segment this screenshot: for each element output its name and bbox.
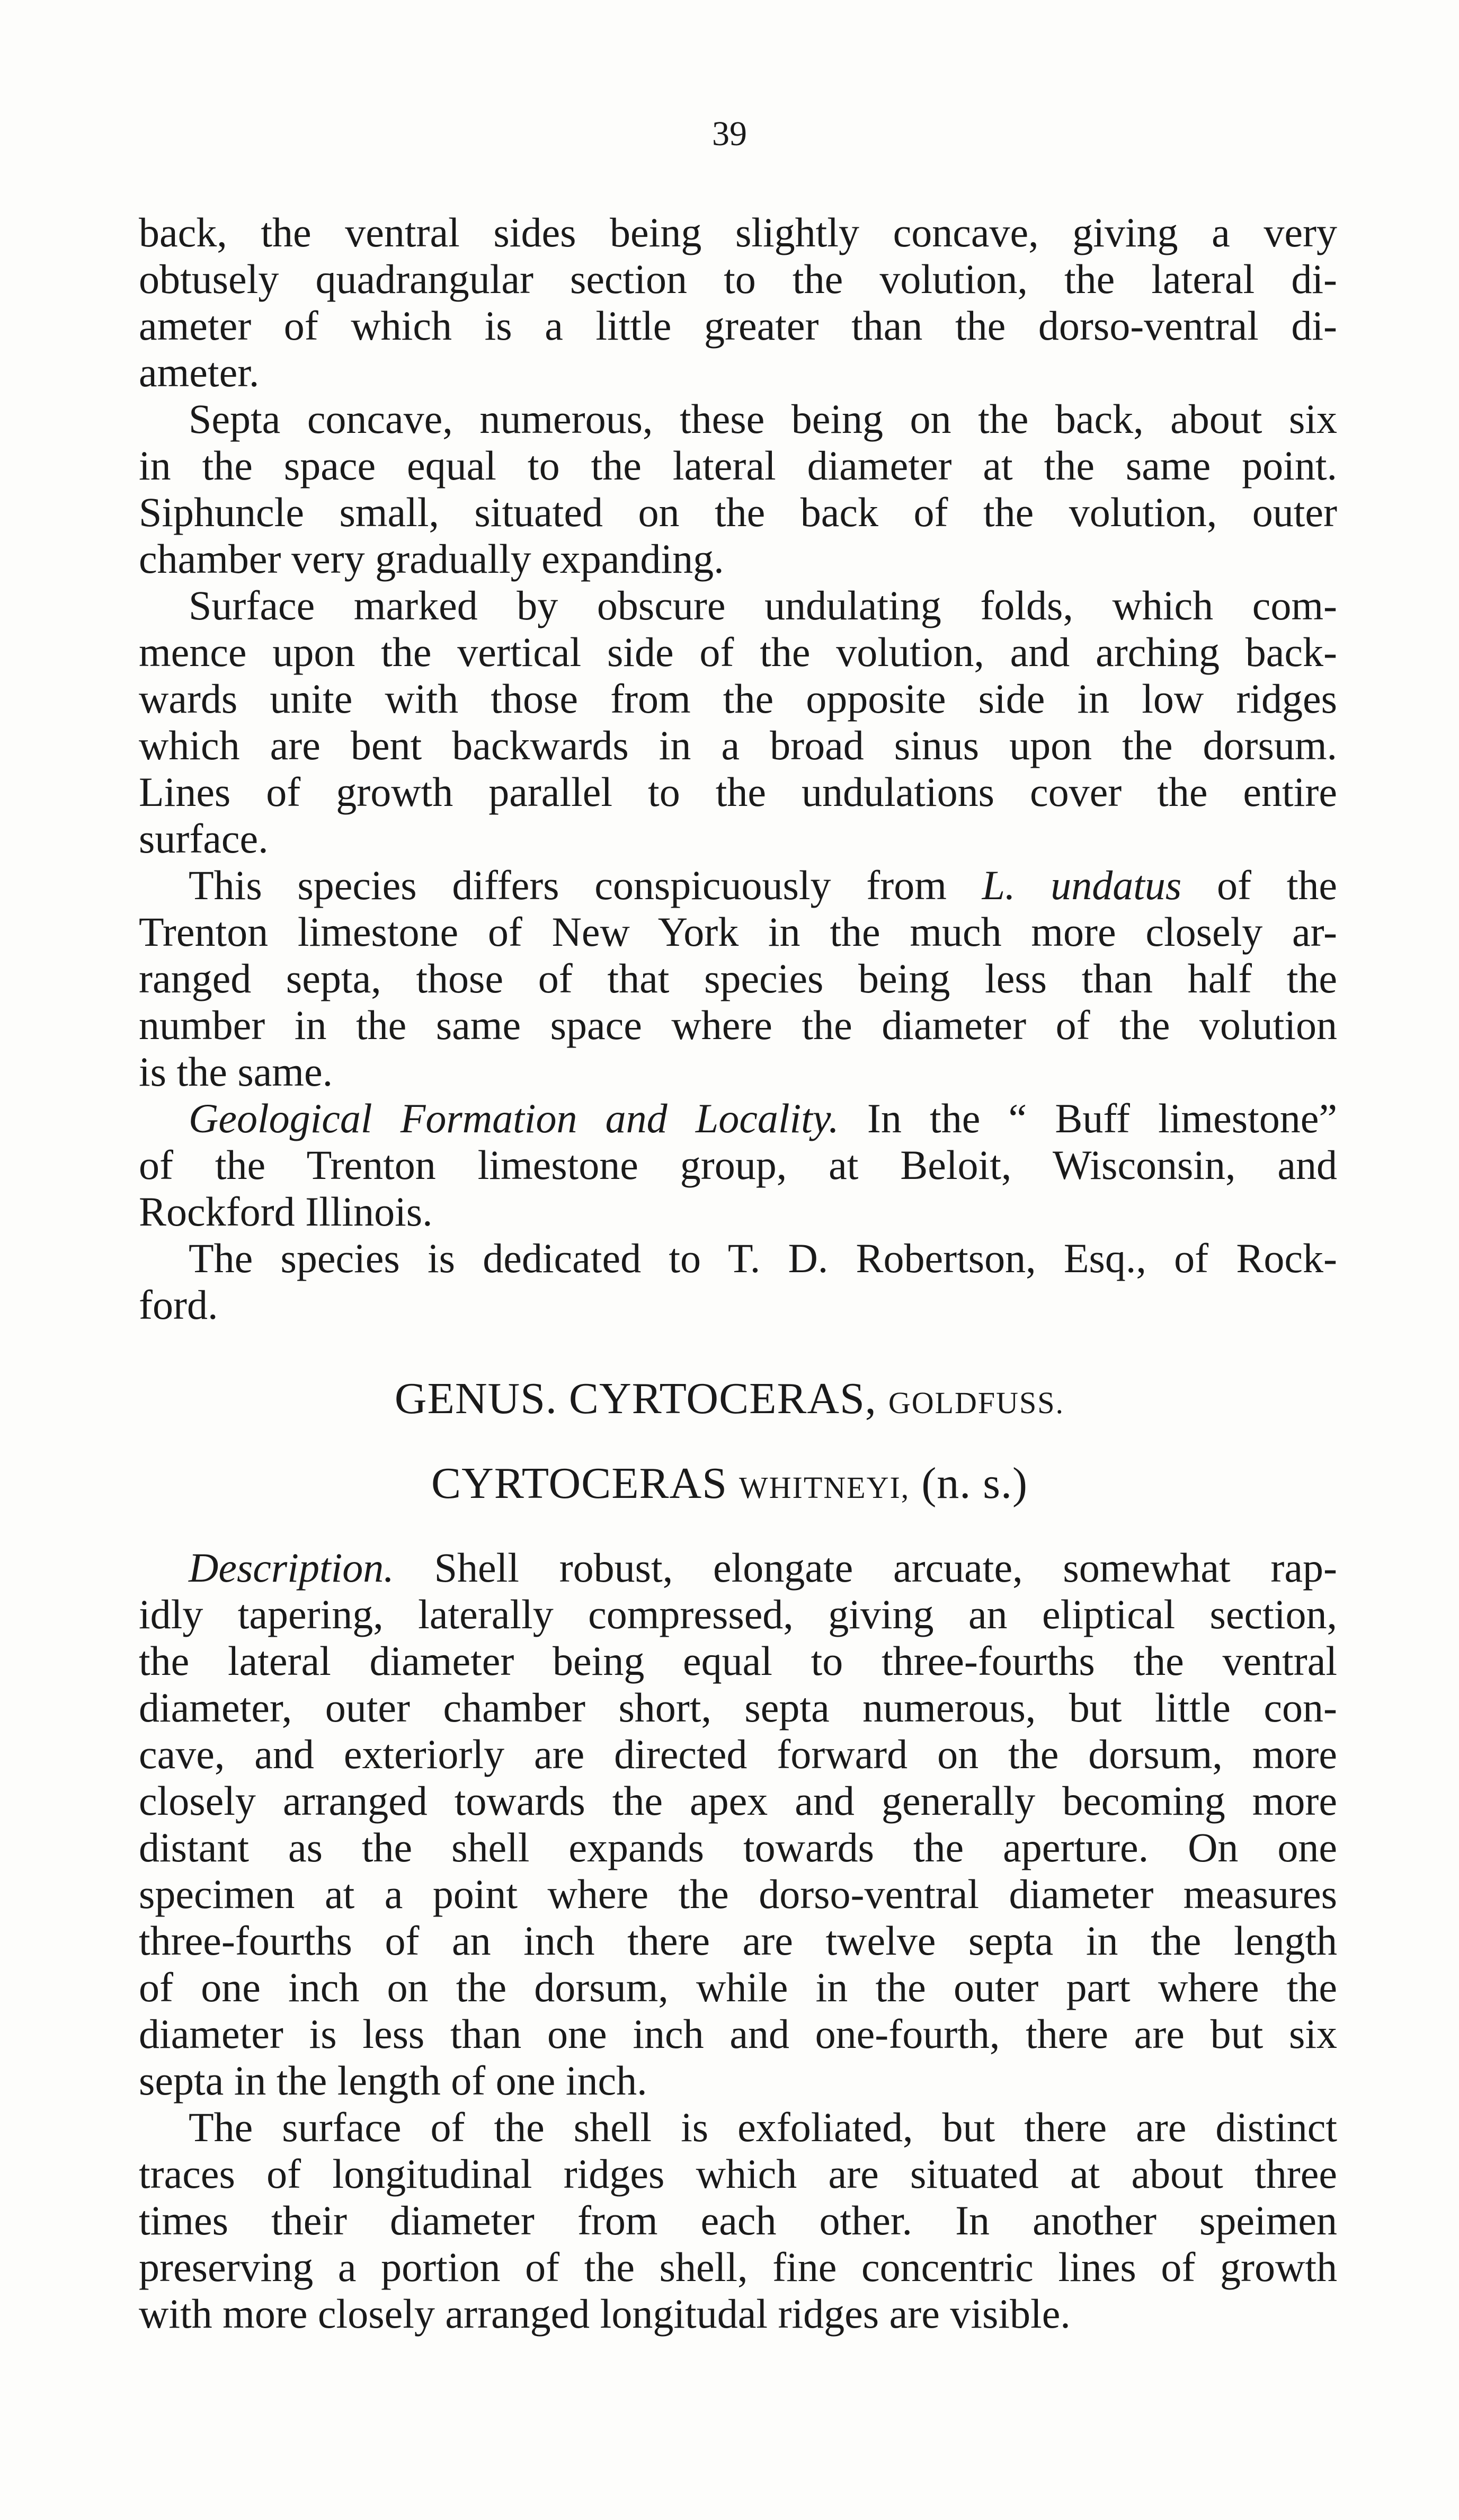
- text-line: closely arranged towards the apex and generally becoming more: [139, 1778, 1337, 1824]
- text-run: Shell robust, elongate arcuate, somewhat rap-: [394, 1545, 1337, 1591]
- section-label: Geological Formation and Locality.: [189, 1095, 839, 1141]
- genus-heading: [0, 1374, 1459, 1423]
- genus-name: GENUS. CYRTOCERAS,: [394, 1374, 888, 1423]
- text-line: ford.: [139, 1282, 218, 1328]
- text-line: idly tapering, laterally compressed, giving an eliptical section,: [139, 1591, 1337, 1637]
- text-line: Surface marked by obscure undulating folds, which com-: [189, 582, 1337, 628]
- text-run: In the “ Buff limestone”: [839, 1095, 1337, 1141]
- text-line: ameter.: [139, 349, 260, 395]
- text-line: with more closely arranged longitudal ridges are visible.: [139, 2291, 1071, 2337]
- text-line: is the same.: [139, 1049, 333, 1095]
- text-line: diameter, outer chamber short, septa numerous, but little con-: [139, 1684, 1337, 1731]
- text-line: preserving a portion of the shell, fine concentric lines of growth: [139, 2244, 1337, 2290]
- text-line: chamber very gradually expanding.: [139, 536, 724, 582]
- text-line: wards unite with those from the opposite side in low ridges: [139, 676, 1337, 722]
- text-line: distant as the shell expands towards the aperture. On one: [139, 1824, 1337, 1870]
- text-line: [189, 1547, 1337, 1589]
- species-heading: [0, 1461, 1459, 1506]
- text-line: Siphuncle small, situated on the back of the volution, outer: [139, 489, 1337, 535]
- page-number: 39: [712, 114, 747, 153]
- text-line: specimen at a point where the dorso-ventral diameter measures: [139, 1871, 1337, 1917]
- text-line: in the space equal to the lateral diameter at the same point.: [139, 442, 1337, 489]
- text-line: cave, and exteriorly are directed forward on the dorsum, more: [139, 1731, 1337, 1777]
- text-line: the lateral diameter being equal to three-fourths the ventral: [139, 1638, 1337, 1684]
- text-line: Septa concave, numerous, these being on the back, about six: [189, 396, 1337, 442]
- text-line: obtusely quadrangular section to the volution, the lateral di-: [139, 256, 1337, 302]
- text-line: diameter is less than one inch and one-fourth, there are but six: [139, 2011, 1337, 2057]
- genus-name: CYRTOCERAS: [431, 1459, 739, 1508]
- text-line: ameter of which is a little greater than the dorso-ventral di-: [139, 303, 1337, 349]
- text-line: [189, 862, 1338, 908]
- text-line: which are bent backwards in a broad sinus upon the dorsum.: [139, 722, 1337, 768]
- section-label: Description.: [189, 1545, 394, 1591]
- text-run: This species differs conspicuously from: [189, 862, 982, 908]
- text-line: [189, 1095, 1337, 1141]
- text-line: Rockford Illinois.: [139, 1188, 433, 1235]
- species-note: (n. s.): [910, 1459, 1028, 1508]
- text-line: traces of longitudinal ridges which are situated at about three: [139, 2151, 1337, 2197]
- text-line: Trenton limestone of New York in the much more closely ar-: [139, 909, 1337, 955]
- text-line: number in the same space where the diameter of the volution: [139, 1002, 1337, 1048]
- text-line: three-fourths of an inch there are twelve septa in the length: [139, 1918, 1337, 1964]
- text-line: ranged septa, those of that species being less than half the: [139, 955, 1337, 1001]
- text-line: mence upon the vertical side of the volution, and arching back-: [139, 629, 1337, 675]
- text-line: times their diameter from each other. In another speimen: [139, 2197, 1337, 2243]
- text-line: of one inch on the dorsum, while in the outer part where the: [139, 1964, 1337, 2010]
- species-name: L. undatus: [982, 862, 1182, 908]
- text-line: The species is dedicated to T. D. Robertson, Esq., of Rock-: [189, 1235, 1337, 1281]
- text-run: of the: [1181, 862, 1338, 908]
- text-line: Lines of growth parallel to the undulations cover the entire: [139, 769, 1337, 815]
- text-line: septa in the length of one inch.: [139, 2057, 647, 2104]
- text-line: of the Trenton limestone group, at Beloit, Wisconsin, and: [139, 1142, 1337, 1188]
- text-line: back, the ventral sides being slightly concave, giving a very: [139, 209, 1337, 255]
- text-line: surface.: [139, 815, 269, 862]
- genus-author: GOLDFUSS.: [888, 1386, 1065, 1420]
- text-line: The surface of the shell is exfoliated, but there are distinct: [189, 2104, 1337, 2150]
- species-epithet: WHITNEYI,: [739, 1470, 910, 1505]
